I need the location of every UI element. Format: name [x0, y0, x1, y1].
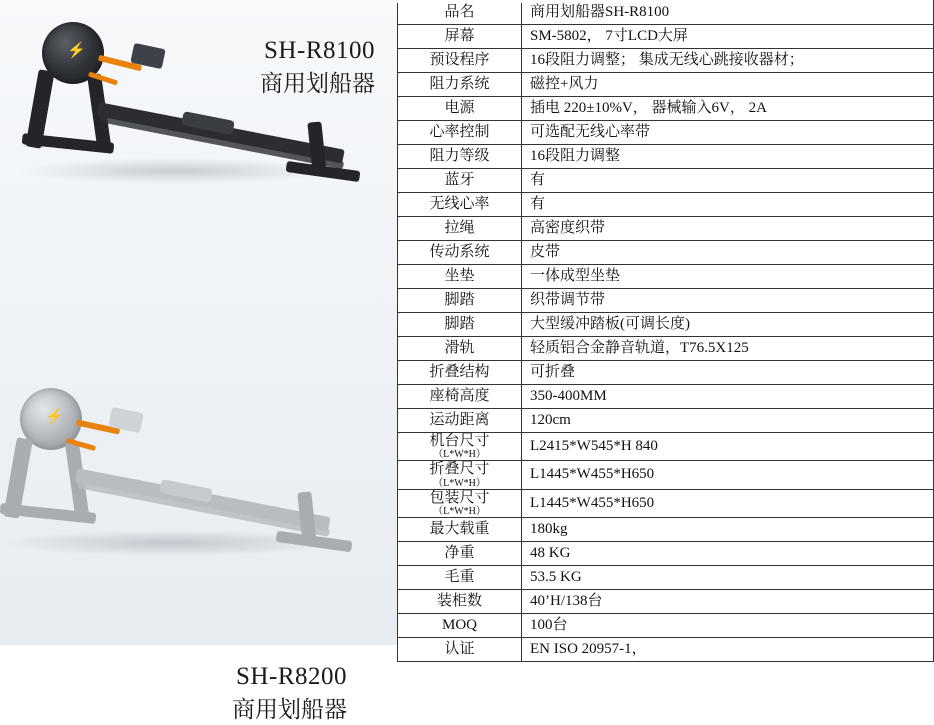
- table-row: [398, 541, 934, 565]
- spec-key-cell: [398, 589, 522, 613]
- table-row: [398, 589, 934, 613]
- table-row: [398, 25, 934, 49]
- spec-key-label: 认证: [444, 640, 475, 657]
- product-title-bottom: [232, 660, 347, 725]
- spec-key-cell: [398, 337, 522, 361]
- table-row: [398, 337, 934, 361]
- lightning-bolt-icon-2: ⚡: [45, 409, 64, 425]
- spec-value-label: 100台: [530, 616, 568, 633]
- spec-key-cell: [398, 25, 522, 49]
- table-top-margin: [397, 0, 933, 3]
- spec-value-label: L2415*W545*H 840: [530, 438, 658, 454]
- product-desc-label: 商用划船器: [260, 70, 375, 96]
- spec-value-cell: [522, 361, 934, 385]
- spec-value-cell: [522, 97, 934, 121]
- spec-value-label: 织带调节带: [530, 291, 606, 308]
- table-row: [398, 121, 934, 145]
- spec-key-label: 电源: [444, 99, 475, 116]
- spec-value-cell: [522, 121, 934, 145]
- spec-value-label: 商用划船器SH-R8100: [530, 3, 670, 20]
- spec-key-label: 品名: [444, 3, 475, 20]
- spec-value-cell: [522, 337, 934, 361]
- spec-key-label: 座椅高度: [429, 387, 490, 404]
- spec-value-label: 16段阻力调整: [530, 147, 621, 164]
- spec-value-cell: [522, 265, 934, 289]
- spec-key-label: 装柜数: [436, 592, 482, 609]
- spec-key-label: 毛重: [444, 568, 475, 585]
- spec-value-cell: [522, 145, 934, 169]
- table-row: [398, 217, 934, 241]
- table-row: [398, 517, 934, 541]
- spec-key-label: 心率控制: [429, 123, 490, 140]
- spec-value-cell: [522, 25, 934, 49]
- spec-value-cell: [522, 1, 934, 25]
- spec-key-cell: [398, 385, 522, 409]
- spec-key-label: 最大载重: [429, 520, 490, 537]
- spec-key-cell: [398, 361, 522, 385]
- spec-key-cell: [398, 97, 522, 121]
- lightning-bolt-icon: ⚡: [67, 43, 86, 59]
- spec-key-label: 滑轨: [444, 339, 475, 356]
- spec-key-label: 包装尺寸: [429, 489, 490, 506]
- table-row: [398, 169, 934, 193]
- spec-value-label: 有: [530, 195, 546, 212]
- spec-value-label: 可折叠: [530, 363, 576, 380]
- spec-key-cell: [398, 433, 522, 461]
- spec-value-label: SM-5802， 7寸LCD大屏: [530, 27, 688, 44]
- spec-key-cell: [398, 241, 522, 265]
- spec-value-label: 一体成型坐垫: [530, 267, 621, 284]
- spec-key-label: 屏幕: [444, 27, 475, 44]
- spec-value-label: 16段阻力调整； 集成无线心跳接收器材；: [530, 51, 804, 68]
- spec-key-label: 阻力系统: [429, 75, 490, 92]
- spec-value-label: L1445*W455*H650: [530, 466, 655, 483]
- spec-value-label: 磁控+风力: [530, 75, 599, 92]
- spec-value-cell: [522, 169, 934, 193]
- spec-key-sublabel: （L*W*H）: [433, 505, 486, 517]
- spec-value-cell: [522, 217, 934, 241]
- spec-value-cell: [522, 193, 934, 217]
- spec-key-label: MOQ: [441, 616, 477, 633]
- spec-key-cell: [398, 1, 522, 25]
- spec-key-cell: [398, 145, 522, 169]
- spec-key-label: 折叠尺寸: [429, 461, 490, 478]
- table-row: [398, 265, 934, 289]
- specification-table-wrap: [397, 0, 933, 657]
- product-model-label-2: SH-R8200: [236, 663, 347, 690]
- spec-key-label: 阻力等级: [429, 147, 490, 164]
- spec-value-label: 高密度织带: [530, 219, 606, 236]
- spec-value-label: 皮带: [530, 243, 561, 260]
- spec-key-label: 坐垫: [444, 267, 475, 284]
- product-image-panel: [0, 0, 397, 722]
- spec-key-cell: [398, 73, 522, 97]
- spec-value-label: 插电 220±10%V， 器械输入6V， 2A: [530, 99, 767, 116]
- spec-value-label: 350-400MM: [530, 387, 607, 404]
- spec-value-cell: [522, 289, 934, 313]
- spec-key-label: 脚踏: [444, 315, 475, 332]
- spec-key-cell: [398, 265, 522, 289]
- spec-key-cell: [398, 289, 522, 313]
- spec-key-sublabel: （L*W*H）: [433, 477, 486, 489]
- spec-value-cell: [522, 565, 934, 589]
- spec-value-label: 180kg: [530, 520, 568, 537]
- spec-value-label: 大型缓冲踏板(可调长度): [530, 315, 690, 332]
- spec-value-label: 40’H/138台: [530, 592, 603, 609]
- spec-value-label: EN ISO 20957-1，: [530, 640, 647, 657]
- spec-value-cell: [522, 409, 934, 433]
- spec-value-label: 48 KG: [530, 544, 571, 561]
- spec-key-cell: [398, 461, 522, 489]
- spec-key-label: 蓝牙: [444, 171, 475, 188]
- table-row: [398, 193, 934, 217]
- spec-key-label: 预设程序: [429, 51, 490, 68]
- spec-key-label: 传动系统: [429, 243, 490, 260]
- spec-key-cell: [398, 409, 522, 433]
- spec-value-label: 53.5 KG: [530, 568, 582, 585]
- table-row: [398, 385, 934, 409]
- spec-value-label: 有: [530, 171, 546, 188]
- spec-value-cell: [522, 73, 934, 97]
- table-row: [398, 489, 934, 517]
- spec-value-cell: [522, 49, 934, 73]
- table-row: [398, 409, 934, 433]
- specification-table: [397, 0, 934, 662]
- table-row: [398, 49, 934, 73]
- spec-key-label: 机台尺寸: [429, 433, 490, 449]
- spec-key-cell: [398, 193, 522, 217]
- spec-key-cell: [398, 613, 522, 637]
- spec-key-label: 拉绳: [444, 219, 475, 236]
- table-row: [398, 433, 934, 461]
- spec-value-cell: [522, 613, 934, 637]
- spec-key-cell: [398, 121, 522, 145]
- table-row: [398, 461, 934, 489]
- table-row: [398, 241, 934, 265]
- spec-value-cell: [522, 589, 934, 613]
- spec-value-cell: [522, 489, 934, 517]
- spec-value-cell: [522, 313, 934, 337]
- table-row: [398, 565, 934, 589]
- spec-key-label: 折叠结构: [429, 363, 490, 380]
- table-row: [398, 361, 934, 385]
- spec-value-label: 120cm: [530, 411, 571, 428]
- spec-key-cell: [398, 541, 522, 565]
- table-row: [398, 1, 934, 25]
- rowing-machine-illustration-dark: [14, 10, 374, 190]
- spec-value-cell: [522, 433, 934, 461]
- spec-key-cell: [398, 169, 522, 193]
- table-row: [398, 613, 934, 637]
- spec-key-cell: [398, 217, 522, 241]
- table-row: [398, 145, 934, 169]
- table-row: [398, 97, 934, 121]
- table-row: [398, 289, 934, 313]
- spec-value-label: 轻质铝合金静音轨道，T76.5X125: [530, 339, 749, 356]
- spec-value-label: L1445*W455*H650: [530, 494, 655, 511]
- spec-value-cell: [522, 637, 934, 661]
- table-row: [398, 73, 934, 97]
- spec-key-cell: [398, 489, 522, 517]
- table-row: [398, 313, 934, 337]
- spec-value-cell: [522, 541, 934, 565]
- spec-key-label: 净重: [444, 544, 475, 561]
- spec-value-cell: [522, 461, 934, 489]
- product-model-label: SH-R8100: [264, 37, 375, 64]
- spec-key-label: 运动距离: [429, 411, 490, 428]
- spec-key-label: 无线心率: [429, 195, 490, 212]
- spec-key-label: 脚踏: [444, 291, 475, 308]
- spec-key-sublabel: （L*W*H）: [433, 449, 486, 461]
- product-desc-label-2: 商用划船器: [232, 696, 347, 722]
- spec-key-cell: [398, 565, 522, 589]
- spec-value-cell: [522, 517, 934, 541]
- spec-key-cell: [398, 49, 522, 73]
- machine-shadow: [20, 158, 330, 184]
- spec-key-cell: [398, 517, 522, 541]
- table-row: [398, 637, 934, 661]
- spec-value-cell: [522, 385, 934, 409]
- spec-value-label: 可选配无线心率带: [530, 123, 651, 140]
- rowing-machine-illustration-light: [0, 380, 360, 560]
- spec-key-cell: [398, 637, 522, 661]
- spec-value-cell: [522, 241, 934, 265]
- spec-key-cell: [398, 313, 522, 337]
